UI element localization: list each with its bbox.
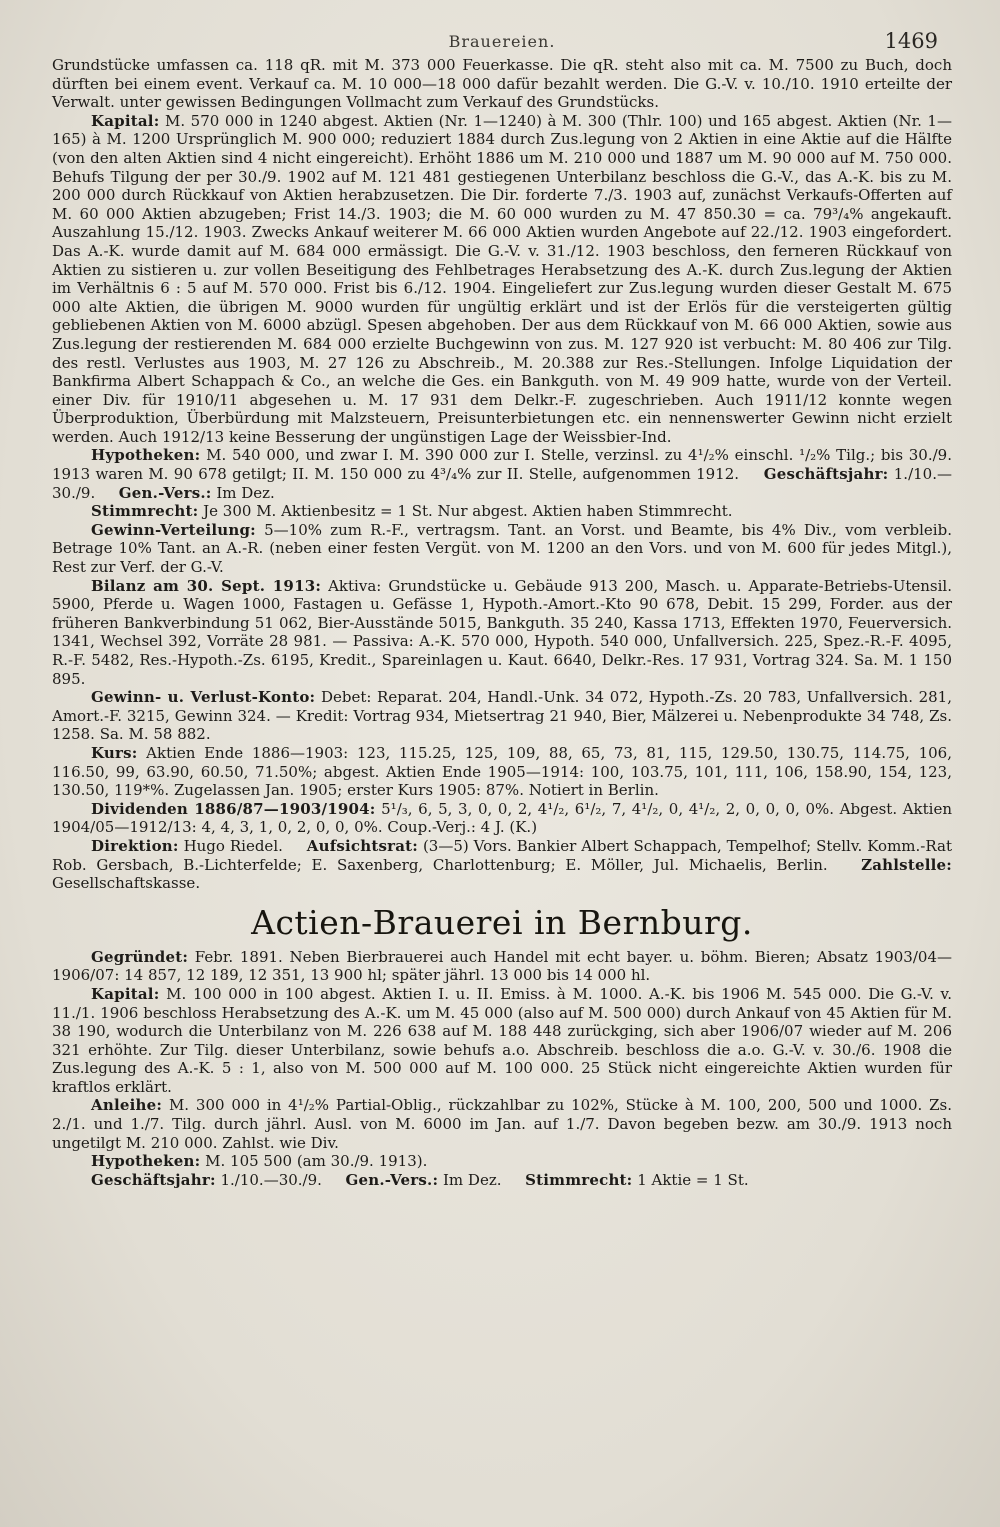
geschaeftsjahr-paragraph-2 [52, 1171, 952, 1190]
dividenden-label: Dividenden 1886/87—1903/1904: [91, 799, 376, 818]
direktion-paragraph [52, 837, 952, 893]
gewinn-konto-text: Debet: Reparat. 204, Handl.-Unk. 34 072, Hypoth.-Zs. 20 783, Unfallversich. 281, Amort.-F. 3215, Gewinn 324. — Kredit: Vortrag 934, Mietsertrag 21 940, Bier, Mälzerei u. Nebenprodukte 34 748, Zs. 1258. Sa. M. 58 882. [52, 688, 952, 744]
hypotheken-text: M. 540 000, und zwar I. M. 390 000 zur I. Stelle, verzinsl. zu 4¹/₂% einschl. ¹/₂% Tilg.; bis 30./9. 1913 waren M. 90 678 getilgt; II. M. 150 000 zu 4³/₄% zur II. Stelle, aufgenommen 1912. [52, 446, 952, 484]
gewinn-verteilung-label: Gewinn-Verteilung: [91, 520, 256, 539]
kapital-text: M. 570 000 in 1240 abgest. Aktien (Nr. 1—1240) à M. 300 (Thlr. 100) und 165 abgest. Aktien (Nr. 1—165) à M. 1200 Ursprünglich M. 900 000; reduziert 1884 durch Zus.legung von 2 Aktien in eine Aktie auf die Hälfte (von den alten Aktien sind 4 nicht eingereicht). Erhöht 1886 um M. 210 000 und 1887 um M. 90 000 auf M. 750 000. Behufs Tilgung der per 30./9. 1902 auf M. 121 481 gestiegenen Unterbilanz beschloss die G.-V., das A.-K. bis zu M. 200 000 durch Rückkauf von Aktien herabzusetzen. Die Dir. forderte 7./3. 1903 auf, zunächst Verkaufs-Offerten auf M. 60 000 Aktien abzugeben; Frist 14./3. 1903; die M. 60 000 wurden zu M. 47 850.30 = ca. 79³/₄% angekauft. Auszahlung 15./12. 1903. Zwecks Ankauf weiterer M. 66 000 Aktien wurden Angebote auf 22./12. 1903 eingefordert. Das A.-K. wurde damit auf M. 684 000 ermässigt. Die G.-V. v. 31./12. 1903 beschloss, den ferneren Rückkauf von Aktien zu sistieren u. zur vollen Beseitigung des Fehlbetrages Herabsetzung des A.-K. durch Zus.legung der Aktien im Verhältnis 6 : 5 auf M. 570 000. Frist bis 6./12. 1904. Eingeliefert zur Zus.legung wurden dieser Gestalt M. 675 000 alte Aktien, die übrigen M. 9000 wurden für ungültig erklärt und ist der Erlös für die versteigerten gültig gebliebenen Aktien von M. 6000 abzügl. Spesen abgehoben. Der aus dem Rückkauf von M. 66 000 Aktien, sowie aus Zus.legung der restierenden M. 684 000 erzielte Buchgewinn von zus. M. 127 920 ist verbucht: M. 80 406 zur Tilg. des restl. Verlustes aus 1903, M. 27 126 zu Abschreib., M. 20.388 zur Res.-Stellungen. Infolge Liquidation der Bankfirma Albert Schappach & Co., an welche die Ges. ein Bankguth. von M. 49 909 hatte, wurde von der Verteil. einer Div. für 1910/11 abgesehen u. M. 17 931 dem Delkr.-F. zugeschrieben. Auch 1911/12 konnte wegen Überproduktion, Überbürdung mit Malzsteuern, Preisunterbietungen etc. ein nennenswerter Gewinn nicht erzielt werden. Auch 1912/13 keine Besserung der ungünstigen Lage der Weissbier-Ind. [52, 111, 952, 446]
anleihe-paragraph [52, 1096, 952, 1152]
bilanz-paragraph [52, 577, 952, 689]
grundstuecke-paragraph: Grundstücke umfassen ca. 118 qR. mit M. 373 000 Feuerkasse. Die qR. steht also mit ca. M. 7500 zu Buch, doch dürften bei einem event. Verkauf ca. M. 10 000—18 000 dafür bezahlt werden. Die G.-V. v. 10./10. 1910 erteilte der Verwalt. unter gewissen Bedingungen Vollmacht zum Verkauf des Grundstücks. [52, 56, 952, 112]
stimmrecht-text: Je 300 M. Aktienbesitz = 1 St. Nur abgest. Aktien haben Stimmrecht. [203, 502, 733, 521]
kurs-label: Kurs: [91, 743, 138, 762]
gegruendet-label: Gegründet: [91, 947, 189, 966]
kapital-paragraph [52, 112, 952, 447]
hypotheken-label-2: Hypotheken: [91, 1152, 201, 1171]
gewinn-konto-paragraph [52, 688, 952, 744]
page-number: 1469 [884, 29, 938, 53]
company-heading: Actien-Brauerei in Bernburg. [251, 902, 753, 942]
kurs-text: Aktien Ende 1886—1903: 123, 115.25, 125, 109, 88, 65, 73, 81, 115, 129.50, 130.75, 114.75, 106, 116.50, 99, 63.90, 60.50, 71.50%; abgest. Aktien Ende 1905—1914: 100, 103.75, 101, 111, 106, 158.90, 154, 123, 130.50, 119*%. Zugelassen Jan. 1905; erster Kurs 1905: 87%. Notiert in Berlin. [52, 743, 952, 800]
hypotheken-paragraph [52, 446, 952, 502]
company-entry-1 [52, 56, 952, 893]
zahlstelle-text: Gesellschaftskasse. [52, 874, 201, 893]
bilanz-text: Aktiva: Grundstücke u. Gebäude 913 200, Masch. u. Apparate-Betriebs-Utensil. 5900, Pferde u. Wagen 1000, Fastagen u. Gefässe 1, Hypoth.-Amort.-Kto 90 678, Debit. 15 299, Forder. aus der früheren Bankverbindung 51 062, Bier-Ausstände 5015, Bankguth. 35 240, Kassa 1713, Effekten 1970, Feuerversich. 1341, Wechsel 392, Vorräte 28 981. — Passiva: A.-K. 570 000, Hypoth. 540 000, Unfallversich. 225, Spez.-R.-F. 4095, R.-F. 5482, Res.-Hypoth.-Zs. 6195, Kredit., Spareinlagen u. Kaut. 6640, Delkr.-Res. 17 931, Vortrag 324. Sa. M. 1 150 895. [52, 576, 952, 688]
kapital-text-2: M. 100 000 in 100 abgest. Aktien I. u. II. Emiss. à M. 1000. A.-K. bis 1906 M. 545 000. Die G.-V. v. 11./1. 1906 beschloss Herabsetzung des A.-K. um M. 45 000 (also auf M. 500 000) durch Ankauf von 45 Aktien für M. 38 190, wodurch die Unterbilanz von M. 226 638 auf M. 188 448 zurückging, sich aber 1906/07 wieder auf M. 206 321 erhöhte. Zur Tilg. dieser Unterbilanz, sowie behufs a.o. Abschreib. beschloss die a.o. G.-V. v. 30./6. 1908 die Zus.legung des A.-K. 5 : 1, also von M. 500 000 auf M. 100 000. 25 Stück nicht eingereichte Aktien wurden für kraftlos erklärt. [52, 984, 952, 1096]
gegruendet-paragraph [52, 948, 952, 985]
kapital-label: Kapital: [91, 111, 160, 130]
stimmrecht-paragraph [52, 502, 952, 521]
stimmrecht-text-2: 1 Aktie = 1 St. [637, 1170, 749, 1189]
dividenden-text: 5¹/₃, 6, 5, 3, 0, 0, 2, 4¹/₂, 6¹/₂, 7, 4¹/₂, 0, 4¹/₂, 2, 0, 0, 0, 0%. Abgest. Aktien 1904/05—1912/13: 4, 4, 3, 1, 0, 2, 0, 0, 0%. Coup.-Verj.: 4 J. (K.) [52, 799, 953, 837]
gen-vers-label: Gen.-Vers.: [118, 483, 212, 502]
geschaeftsjahr-label-2: Geschäftsjahr: [91, 1170, 216, 1189]
gen-vers-text: Im Dez. [216, 483, 275, 502]
kurs-paragraph [52, 744, 952, 800]
gen-vers-text-2: Im Dez. [443, 1170, 502, 1189]
kapital-label-2: Kapital: [91, 984, 160, 1003]
geschaeftsjahr-label: Geschäftsjahr: [763, 465, 889, 484]
gewinn-verteilung-paragraph [52, 521, 952, 577]
stimmrecht-label-2: Stimmrecht: [525, 1170, 633, 1189]
gewinn-konto-label: Gewinn- u. Verlust-Konto: [91, 688, 316, 707]
anleihe-label: Anleihe: [91, 1096, 163, 1115]
hypotheken-text-2: M. 105 500 (am 30./9. 1913). [205, 1152, 428, 1171]
running-header [52, 26, 952, 56]
hypotheken-paragraph-2 [52, 1152, 952, 1171]
bilanz-label: Bilanz am 30. Sept. 1913: [91, 576, 322, 595]
stimmrecht-label: Stimmrecht: [91, 502, 199, 521]
anleihe-text: M. 300 000 in 4¹/₂% Partial-Oblig., rückzahlbar zu 102%, Stücke à M. 100, 200, 500 und 1000. Zs. 2./1. und 1./7. Tilg. durch jährl. Ausl. von M. 6000 im Jan. auf 1./7. Davon begeben bezw. am 30./9. 1913 noch ungetilgt M. 210 000. Zahlst. wie Div. [52, 1096, 952, 1152]
direktion-text: Hugo Riedel. [183, 836, 283, 855]
direktion-label: Direktion: [91, 836, 179, 855]
gegruendet-text: Febr. 1891. Neben Bierbrauerei auch Handel mit echt bayer. u. böhm. Bieren; Absatz 1903/04—1906/07: 14 857, 12 189, 12 351, 13 900 hl; später jährl. 13 000 bis 14 000 hl. [52, 947, 952, 985]
aufsichtsrat-label: Aufsichtsrat: [306, 836, 419, 855]
running-title: Brauereien. [448, 32, 556, 51]
company-entry-2 [52, 948, 952, 1190]
geschaeftsjahr-text-2: 1./10.—30./9. [220, 1170, 322, 1189]
zahlstelle-label: Zahlstelle: [861, 855, 952, 874]
gen-vers-label-2: Gen.-Vers.: [345, 1170, 439, 1189]
dividenden-paragraph [52, 800, 952, 837]
kapital-paragraph-2 [52, 985, 952, 1097]
gewinn-verteilung-text: 5—10% zum R.-F., vertragsm. Tant. an Vorst. und Beamte, bis 4% Div., vom verbleib. Betrage 10% Tant. an A.-R. (neben einer festen Vergüt. von M. 1200 an den Vors. und von M. 600 für jedes Mitgl.), Rest zur Verf. der G.-V. [52, 520, 952, 577]
aufsichtsrat-text: (3—5) Vors. Bankier Albert Schappach, Tempelhof; Stellv. Komm.-Rat Rob. Gersbach, B.-Lichterfelde; E. Saxenberg, Charlottenburg; E. Möller, Jul. Michaelis, Berlin. [52, 836, 952, 874]
hypotheken-label: Hypotheken: [91, 446, 201, 465]
geschaeftsjahr-text: 1./10.—30./9. [52, 465, 952, 502]
